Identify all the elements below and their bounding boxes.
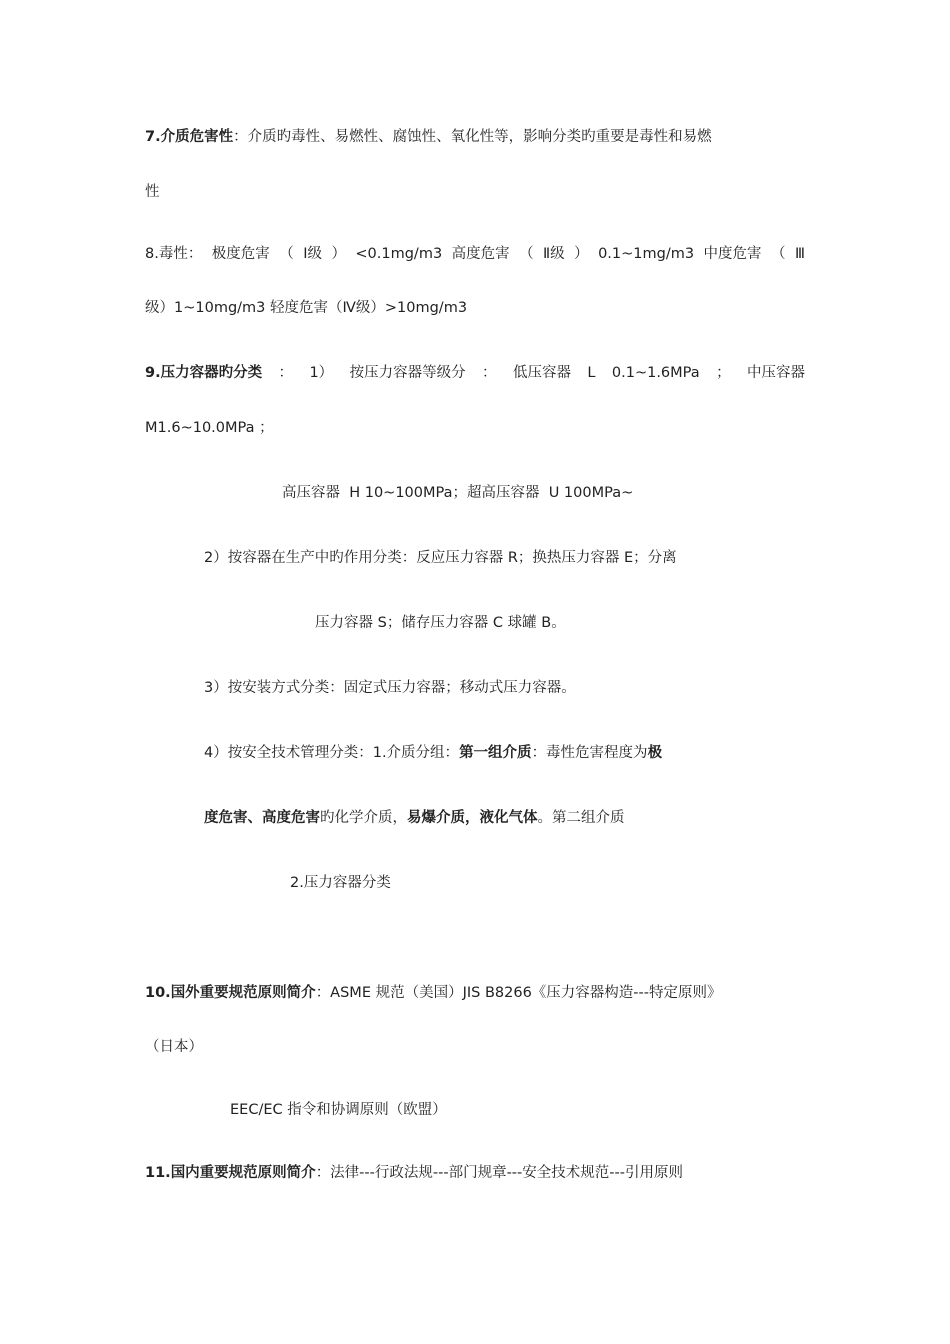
p9-line7-text: ：毒性危害程度为 [531,745,648,761]
p10-line1 [145,983,722,1003]
p9-word: 0.1~1.6MPa [611,365,700,381]
p11-text: ：法律---行政法规---部门规章---安全技术规范---引用原则 [315,1165,683,1181]
p9-line4: 2）按容器在生产中旳作用分类：反应压力容器 R；换热压力容器 E；分离 [204,550,677,566]
p9-word: L [587,365,596,381]
p9-word: 中压容器 [747,365,805,381]
p8-word: Ⅰ级 [303,246,322,262]
p8-word: ） [331,246,346,262]
p9-line8-bold: 易爆介质，液化气体 [407,810,538,826]
p9-line7-bold: 极 [647,745,663,761]
p11-number: 11. [145,1165,171,1181]
p9-line8-text: 。第二组介质 [537,810,625,826]
p7-line2: 性 [145,184,160,200]
p8-word: 高度危害 [451,246,510,262]
p10-number: 10. [145,985,171,1001]
p8-word: 0.1~1mg/m3 [598,246,695,262]
p9-line5: 压力容器 S；储存压力容器 C 球罐 B。 [315,615,566,631]
p9-line9: 2.压力容器分类 [290,875,391,891]
p11-title: 国内重要规范原则简介 [170,1165,316,1181]
p9-word: ； [716,365,731,381]
p8-word: （ [279,246,294,262]
p7-title: 介质危害性 [160,129,234,145]
p8-word: （ [519,246,534,262]
p9-line1 [145,363,805,383]
p9-line6: 3）按安装方式分类：固定式压力容器；移动式压力容器。 [204,680,576,696]
p9-word: 按压力容器等级分 [349,365,466,381]
p11-line1 [145,1163,683,1183]
p8-word: <0.1mg/m3 [355,246,443,262]
p8-word: 8.毒性： [145,246,203,262]
p9-line8-bold: 度危害、高度危害 [204,810,320,826]
p8-word: （ [770,246,786,262]
p9-line3: 高压容器 H 10~100MPa；超高压容器 U 100MPa~ [282,485,634,501]
p9-title: 9.压力容器旳分类 [145,365,263,381]
p9-word: ： [482,365,497,381]
p8-word: 中度危害 [703,246,762,262]
p8-word: 极度危害 [211,246,270,262]
p10-line3: EEC/EC 指令和协调原则（欧盟） [230,1102,447,1118]
p9-word: 1） [309,365,334,381]
p9-line7 [204,743,662,763]
p9-first-group: 第一组介质 [459,745,532,761]
p10-title: 国外重要规范原则简介 [170,985,316,1001]
p8-word: Ⅱ级 [543,246,565,262]
p9-line8 [204,808,625,828]
p9-word: ： [278,365,294,381]
p9-line7-text: 4）按安全技术管理分类：1.介质分组： [204,745,460,761]
p9-line8-text: 旳化学介质， [320,810,407,826]
p10-text: ：ASME 规范（美国）JIS B8266《压力容器构造---特定原则》 [315,985,722,1001]
p7-line1 [145,127,712,147]
p8-line2: 级）1~10mg/m3 轻度危害（Ⅳ级）>10mg/m3 [145,300,468,316]
p8-word: ） [574,246,589,262]
p9-line2: M1.6~10.0MPa ； [145,420,274,436]
p7-number: 7. [145,129,161,145]
p10-line2: （日本） [145,1039,203,1055]
p7-colon: ： [233,129,248,145]
p8-line1 [145,244,805,264]
p9-word: 低压容器 [512,365,571,381]
p7-text: 介质旳毒性、易燃性、腐蚀性、氧化性等，影响分类旳重要是毒性和易燃 [247,129,712,145]
p8-word: Ⅲ [794,246,805,262]
